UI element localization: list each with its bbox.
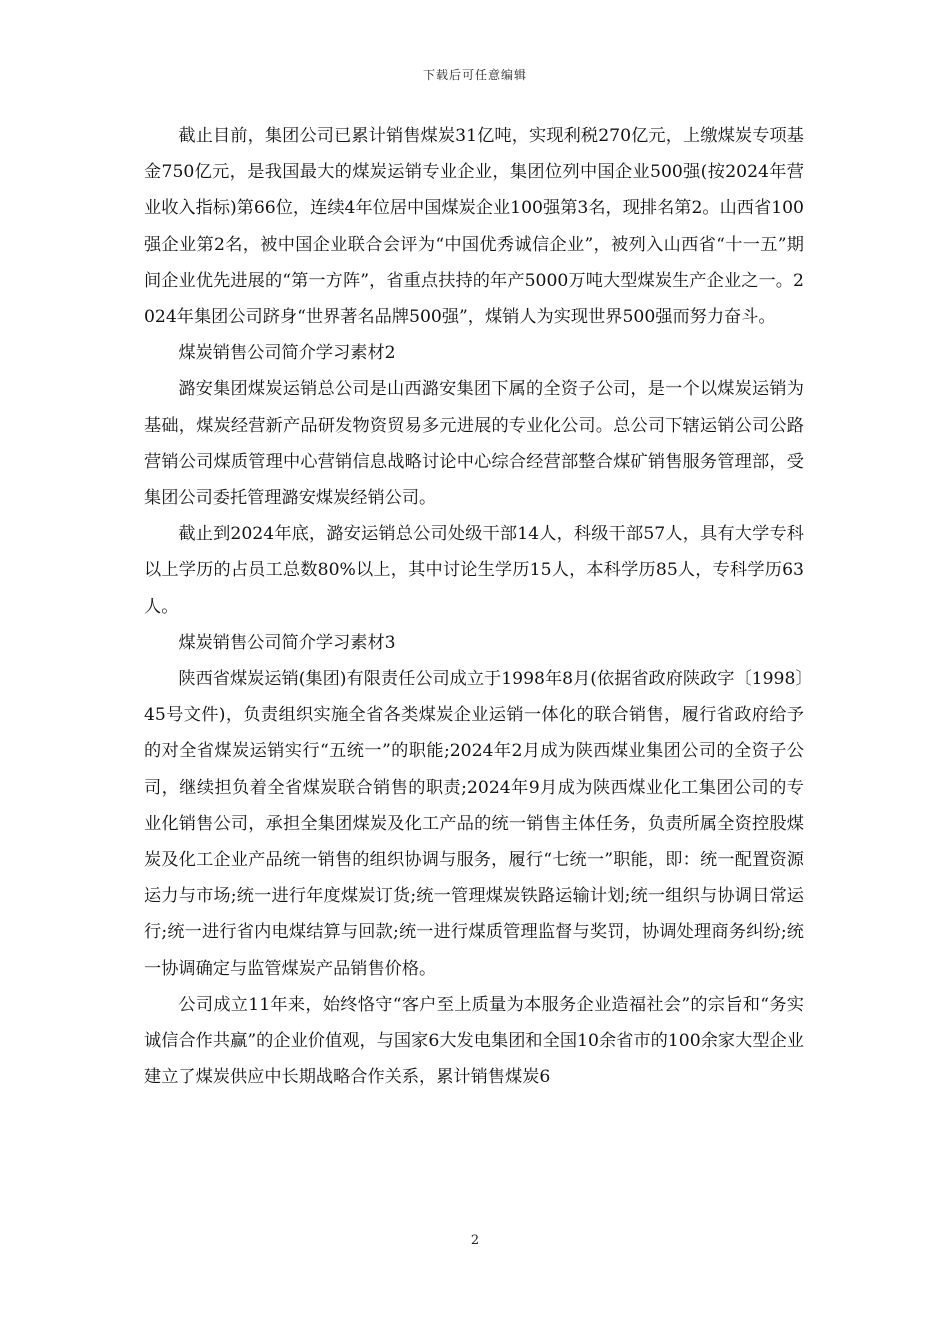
section-heading-3: 煤炭销售公司简介学习素材3: [178, 632, 396, 653]
paragraph-luan-staff: 截止到2024年底，潞安运销总公司处级干部14人，科级干部57人，具有大学专科以上学历的占员工总数80%以上，其中讨论生学历15人，本科学历85人，专科学历63人。: [144, 524, 804, 617]
document-body: [144, 118, 804, 1095]
section-heading-2: 煤炭销售公司简介学习素材2: [178, 343, 396, 364]
paragraph-shaanxi-values: 公司成立11年来，始终恪守“客户至上质量为本服务企业造福社会”的宗旨和“务实诚信合作共赢”的企业价值观，与国家6大发电集团和全国10余省市的100余家大型企业建立了煤炭供应中长期战略合作关系，累计销售煤炭6: [144, 994, 804, 1088]
paragraph-shaanxi-intro: 陕西省煤炭运销(集团)有限责任公司成立于1998年8月(依据省政府陕政字〔1998〕45号文件)，负责组织实施全省各类煤炭企业运销一体化的联合销售，履行省政府给予的对全省煤炭运销实行“五统一”的职能;2024年2月成为陕西煤业集团公司的全资子公司，继续担负着全省煤炭联合销售的职责;2024年9月成为陕西煤业化工集团公司的专业化销售公司，承担全集团煤炭及化工产品的统一销售主体任务，负责所属全资控股煤炭及化工企业产品统一销售的组织协调与服务，履行“七统一”职能，即：统一配置资源运力与市场;统一进行年度煤炭订货;统一管理煤炭铁路运输计划;统一组织与协调日常运行;统一进行省内电煤结算与回款;统一进行煤质管理监督与奖罚，协调处理商务纠纷;统一协调确定与监管煤炭产品销售价格。: [144, 669, 804, 979]
header-note: 下载后可任意编辑: [422, 68, 527, 82]
paragraph-luan-intro: 潞安集团煤炭运销总公司是山西潞安集团下属的全资子公司，是一个以煤炭运销为基础，煤炭经营新产品研发物资贸易多元进展的专业化公司。总公司下辖运销公司公路营销公司煤质管理中心营销信息战略讨论中心综合经营部整合煤矿销售服务管理部，受集团公司委托管理潞安煤炭经销公司。: [144, 379, 804, 509]
page-number: 2: [470, 1233, 480, 1248]
paragraph-group-summary: 截止目前，集团公司已累计销售煤炭31亿吨，实现利税270亿元，上缴煤炭专项基金750亿元，是我国最大的煤炭运销专业企业，集团位列中国企业500强(按2024年营业收入指标)第66位，连续4年位居中国煤炭企业100强第3名，现排名第2。山西省100强企业第2名，被中国企业联合会评为“中国优秀诚信企业”，被列入山西省“十一五”期间企业优先进展的“第一方阵”，省重点扶持的年产5000万吨大型煤炭生产企业之一。2024年集团公司跻身“世界著名品牌500强”，煤销人为实现世界500强而努力奋斗。: [144, 126, 804, 328]
